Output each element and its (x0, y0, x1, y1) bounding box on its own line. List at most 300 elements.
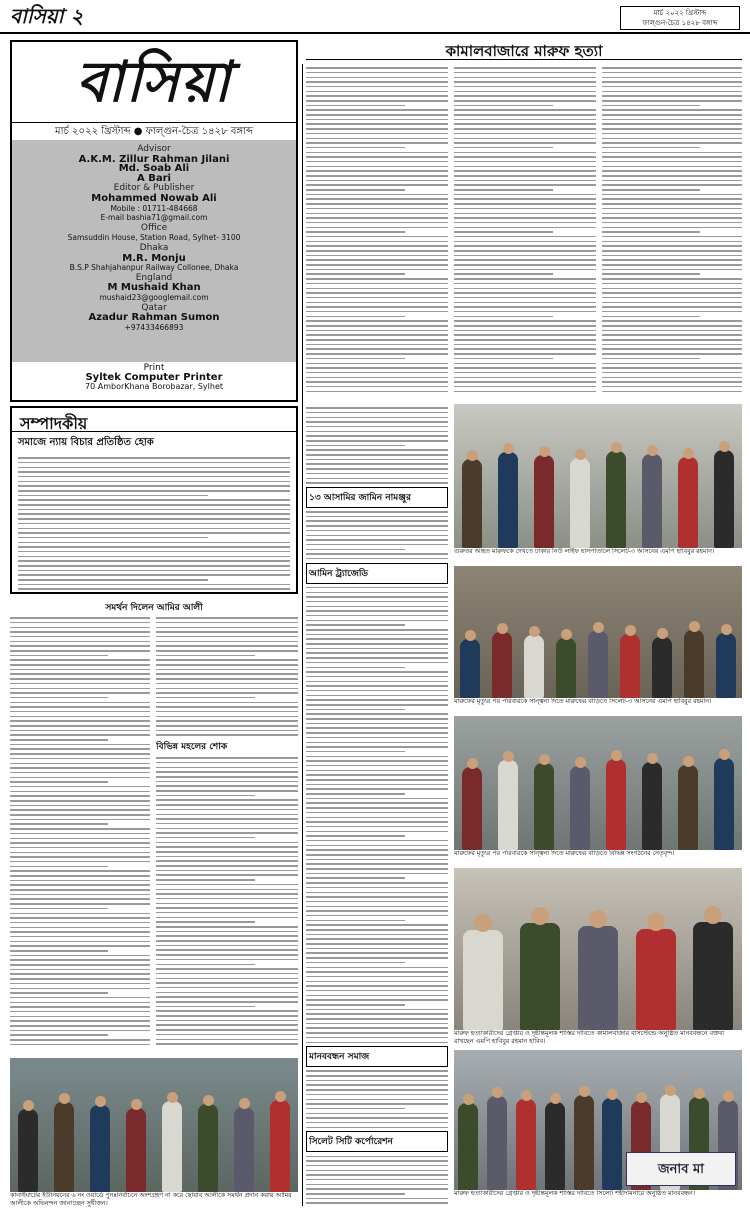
print-label: Print (143, 363, 165, 373)
person-head (579, 1086, 590, 1097)
text-line (306, 765, 448, 767)
text-line (306, 516, 448, 518)
text-line (306, 391, 448, 393)
person-figure (463, 930, 503, 1030)
person-head (575, 449, 586, 460)
text-line (602, 81, 742, 83)
text-line (10, 716, 150, 718)
text-line (602, 105, 700, 107)
text-line (306, 821, 448, 823)
text-line (306, 1032, 448, 1034)
text-line (306, 995, 448, 997)
text-line (156, 716, 298, 718)
person-head (203, 1095, 214, 1106)
text-line (306, 198, 448, 200)
england-label: England (135, 272, 173, 283)
support-heading: সমর্থন দিলেন আমির আলী (105, 603, 203, 612)
text-line (10, 992, 108, 994)
text-line (306, 269, 448, 271)
text-line (18, 518, 290, 520)
text-line (18, 457, 290, 459)
text-line (454, 288, 596, 290)
text-line (306, 1188, 448, 1190)
text-line (10, 645, 150, 647)
text-line (156, 1043, 298, 1045)
text-line (454, 86, 596, 88)
text-line (156, 828, 298, 830)
text-line (454, 316, 553, 318)
text-line (306, 264, 448, 266)
person-figure (462, 767, 482, 850)
text-line (454, 95, 596, 97)
text-line (306, 325, 448, 327)
text-line (156, 898, 298, 900)
article-column (306, 64, 448, 398)
text-line (306, 901, 448, 903)
text-line (306, 386, 448, 388)
date-box: মার্চ ২০২২ খ্রিস্টাব্দ ফাল্গুন-চৈত্র ১৪২৮ বঙ্গাব্দ (620, 6, 740, 30)
text-line (306, 426, 448, 428)
advisor-label: Advisor (137, 144, 171, 154)
text-line (602, 227, 742, 229)
person-head (719, 749, 730, 760)
text-line (306, 222, 448, 224)
text-line (306, 156, 448, 158)
person-figure (487, 1096, 507, 1190)
news-photo (454, 1050, 742, 1206)
section-heading: ১৩ আসামির জামিন নামঞ্জুর (306, 487, 448, 508)
text-line (156, 940, 298, 942)
text-line (454, 77, 596, 79)
person-head (539, 754, 550, 765)
text-line (18, 471, 290, 473)
text-line (306, 662, 448, 664)
text-line (156, 767, 298, 769)
text-line (454, 358, 553, 360)
text-line (306, 1156, 448, 1158)
person-figure (534, 455, 554, 548)
photo-scene (454, 404, 742, 548)
text-line (602, 77, 742, 79)
text-line (602, 142, 742, 144)
text-line (602, 273, 700, 275)
text-line (306, 882, 448, 884)
person-figure (460, 639, 480, 698)
text-line (306, 236, 448, 238)
text-line (156, 688, 298, 690)
text-line (306, 381, 448, 383)
text-line (10, 692, 150, 694)
text-line (306, 339, 448, 341)
column-rule (302, 64, 303, 1206)
section-heading: আমিন ট্র্যাজেডি (306, 563, 448, 584)
text-line (602, 250, 742, 252)
text-line (306, 1184, 448, 1186)
text-line (306, 592, 448, 594)
text-line (454, 72, 596, 74)
text-line (306, 840, 448, 842)
person-figure (492, 632, 512, 698)
person-head (131, 1099, 142, 1110)
text-line (306, 241, 448, 243)
text-line (454, 348, 596, 350)
text-line (602, 367, 742, 369)
text-line (156, 776, 298, 778)
text-line (454, 100, 596, 102)
text-line (306, 1080, 448, 1082)
text-line (10, 641, 150, 643)
masthead: বাসিয়া ২ (10, 4, 84, 28)
person-figure (520, 923, 560, 1030)
text-line (10, 983, 150, 985)
text-line (156, 673, 298, 675)
text-line (156, 725, 298, 727)
person-head (95, 1096, 106, 1107)
text-line (306, 676, 448, 678)
text-line (10, 697, 108, 699)
text-line (10, 1030, 150, 1032)
text-line (156, 627, 298, 629)
text-line (156, 996, 298, 998)
text-line (156, 879, 255, 881)
person-figure (458, 1103, 478, 1190)
text-line (602, 377, 742, 379)
text-line (602, 217, 742, 219)
photo-scene (454, 566, 742, 698)
text-line (306, 915, 448, 917)
dhaka-address: B.S.P Shahjahanpur Railway Collonee, Dhaka (69, 263, 239, 273)
text-line (454, 255, 596, 257)
print-name: Syltek Computer Printer (85, 372, 223, 383)
text-line (306, 1070, 448, 1072)
text-line (156, 711, 298, 713)
text-line (306, 606, 448, 608)
text-line (306, 1075, 448, 1077)
text-line (306, 1094, 448, 1096)
text-line (306, 520, 448, 522)
text-line (156, 973, 298, 975)
text-line (18, 509, 290, 511)
text-line (602, 278, 742, 280)
text-line (18, 542, 290, 544)
text-line (10, 931, 150, 933)
editor-name: Mohammed Nowab Ali (91, 192, 217, 204)
text-line (306, 817, 448, 819)
text-line (306, 297, 448, 299)
text-line (10, 870, 150, 872)
text-line (602, 358, 700, 360)
text-line (18, 523, 290, 525)
person-figure (90, 1105, 110, 1192)
text-line (10, 655, 108, 657)
text-line (10, 767, 150, 769)
text-line (602, 128, 742, 130)
text-line (306, 231, 405, 233)
person-figure (716, 633, 736, 698)
text-line (306, 363, 448, 365)
text-line (306, 1122, 448, 1124)
text-line (306, 1004, 405, 1006)
person-head (467, 758, 478, 769)
person-head (167, 1092, 178, 1103)
text-line (306, 1084, 448, 1086)
text-line (156, 907, 298, 909)
text-line (306, 784, 448, 786)
text-line (306, 751, 405, 753)
person-head (683, 756, 694, 767)
text-line (306, 77, 448, 79)
text-line (18, 588, 290, 590)
text-line (454, 245, 596, 247)
text-line (10, 852, 150, 854)
text-line (156, 912, 298, 914)
text-line (306, 161, 448, 163)
text-line (454, 194, 596, 196)
text-line (306, 95, 448, 97)
text-line (454, 241, 596, 243)
text-line (454, 367, 596, 369)
person-figure (578, 926, 618, 1030)
text-line (306, 194, 448, 196)
text-line (306, 671, 448, 673)
text-line (18, 570, 290, 572)
photo-scene (10, 1058, 298, 1192)
text-line (306, 835, 405, 837)
text-line (306, 906, 448, 908)
text-line (602, 269, 742, 271)
text-line (306, 967, 448, 969)
text-line (306, 511, 448, 513)
text-line (18, 584, 290, 586)
text-line (306, 306, 448, 308)
text-line (602, 194, 742, 196)
news-photo (10, 1058, 298, 1208)
text-line (10, 795, 150, 797)
text-line (454, 147, 553, 149)
text-line (306, 353, 448, 355)
text-line (306, 344, 448, 346)
text-line (306, 147, 405, 149)
text-line (10, 791, 150, 793)
text-line (602, 292, 742, 294)
text-line (306, 180, 448, 182)
text-line (18, 462, 290, 464)
text-line (156, 978, 298, 980)
text-line (306, 142, 448, 144)
text-line (10, 688, 150, 690)
text-line (602, 334, 742, 336)
text-line (10, 720, 150, 722)
text-line (306, 105, 405, 107)
text-line (602, 123, 742, 125)
person-head (465, 630, 476, 641)
text-line (602, 203, 742, 205)
protest-banner: জনাব মা (626, 1152, 736, 1186)
text-line (10, 706, 150, 708)
text-line (306, 704, 448, 706)
text-line (454, 381, 596, 383)
text-line (306, 760, 448, 762)
text-line (10, 875, 150, 877)
person-figure (588, 631, 608, 698)
text-line (454, 105, 553, 107)
person-head (683, 448, 694, 459)
person-head (492, 1087, 503, 1098)
person-head (529, 626, 540, 637)
text-line (306, 690, 448, 692)
text-line (306, 985, 448, 987)
staff-list (12, 140, 296, 362)
text-line (10, 880, 150, 882)
text-line (602, 91, 742, 93)
imprint-box (10, 40, 298, 402)
text-line (156, 982, 298, 984)
text-line (306, 203, 448, 205)
text-line (306, 288, 448, 290)
text-line (306, 273, 405, 275)
person-head (723, 1091, 734, 1102)
advisor-name: Md. Soab Ali (118, 163, 190, 175)
text-line (602, 283, 742, 285)
text-line (306, 770, 448, 772)
text-line (306, 473, 448, 475)
text-line (156, 851, 298, 853)
text-line (454, 128, 596, 130)
text-line (306, 962, 405, 964)
person-figure (524, 635, 544, 698)
text-line (18, 537, 208, 539)
text-line (306, 435, 448, 437)
text-line (306, 695, 448, 697)
text-line (306, 957, 448, 959)
text-line (306, 152, 448, 154)
editorial-body (12, 452, 296, 592)
article-column (306, 404, 448, 1206)
person-figure (234, 1107, 254, 1192)
text-line (454, 250, 596, 252)
text-line (156, 926, 298, 928)
news-photo (454, 716, 742, 866)
person-head (704, 906, 722, 924)
text-line (306, 831, 448, 833)
text-line (10, 748, 150, 750)
text-line (306, 877, 405, 879)
text-line (454, 386, 596, 388)
text-line (306, 217, 448, 219)
text-line (306, 826, 448, 828)
text-line (602, 288, 742, 290)
england-name: M Mushaid Khan (107, 282, 201, 294)
text-line (306, 610, 448, 612)
text-line (306, 863, 448, 865)
text-line (10, 730, 150, 732)
text-line (156, 1024, 298, 1026)
text-line (10, 1034, 108, 1036)
text-line (602, 311, 742, 313)
text-line (306, 1089, 448, 1091)
text-line (306, 175, 448, 177)
photo-caption: গুরুতর আহত মারুফকে দেখতে ঢাকার নিউ লাইফ হাসপাতালে সিলেট-৩ আসনের এমপি হাবিবুর রহমান। (454, 548, 715, 555)
text-line (602, 302, 742, 304)
text-line (10, 664, 150, 666)
text-line (156, 706, 298, 708)
text-line (454, 353, 596, 355)
text-line (306, 189, 405, 191)
text-line (156, 949, 298, 951)
person-figure (678, 765, 698, 850)
text-line (306, 100, 448, 102)
text-line (602, 316, 700, 318)
text-line (306, 67, 448, 69)
text-line (306, 1042, 448, 1044)
text-line (10, 800, 150, 802)
text-line (602, 119, 742, 121)
person-figure (545, 1102, 565, 1190)
text-line (10, 884, 150, 886)
text-line (306, 128, 448, 130)
text-line (306, 454, 448, 456)
text-line (306, 929, 448, 931)
text-line (306, 788, 448, 790)
text-line (306, 535, 448, 537)
text-line (306, 910, 448, 912)
person-figure (652, 637, 672, 698)
text-line (10, 753, 150, 755)
person-figure (602, 1098, 622, 1190)
text-line (10, 922, 150, 924)
text-line (306, 440, 448, 442)
text-line (306, 1202, 448, 1204)
text-line (156, 790, 298, 792)
text-line (454, 311, 596, 313)
person-head (607, 1089, 618, 1100)
text-line (156, 734, 298, 736)
text-line (10, 1044, 150, 1046)
text-line (602, 208, 742, 210)
text-line (306, 330, 448, 332)
person-head (467, 450, 478, 461)
text-line (306, 681, 448, 683)
text-line (156, 692, 298, 694)
text-line (306, 530, 448, 532)
text-line (10, 978, 150, 980)
text-line (602, 330, 742, 332)
text-line (10, 838, 150, 840)
text-line (156, 617, 298, 619)
text-line (10, 622, 150, 624)
text-line (306, 1127, 448, 1129)
text-line (454, 208, 596, 210)
text-line (306, 421, 448, 423)
text-line (10, 617, 150, 619)
text-line (10, 847, 150, 849)
text-line (306, 620, 448, 622)
text-line (10, 683, 150, 685)
text-line (306, 709, 405, 711)
text-line (10, 758, 150, 760)
text-line (10, 945, 150, 947)
office-label: Office (140, 222, 168, 233)
text-line (306, 976, 448, 978)
print-address: 70 AmborKhana Borobazar, Sylhet (85, 382, 223, 391)
text-line (10, 1006, 150, 1008)
text-line (454, 269, 596, 271)
person-figure (516, 1099, 536, 1190)
text-line (306, 525, 448, 527)
text-line (306, 1103, 448, 1105)
text-line (602, 67, 742, 69)
text-line (602, 344, 742, 346)
